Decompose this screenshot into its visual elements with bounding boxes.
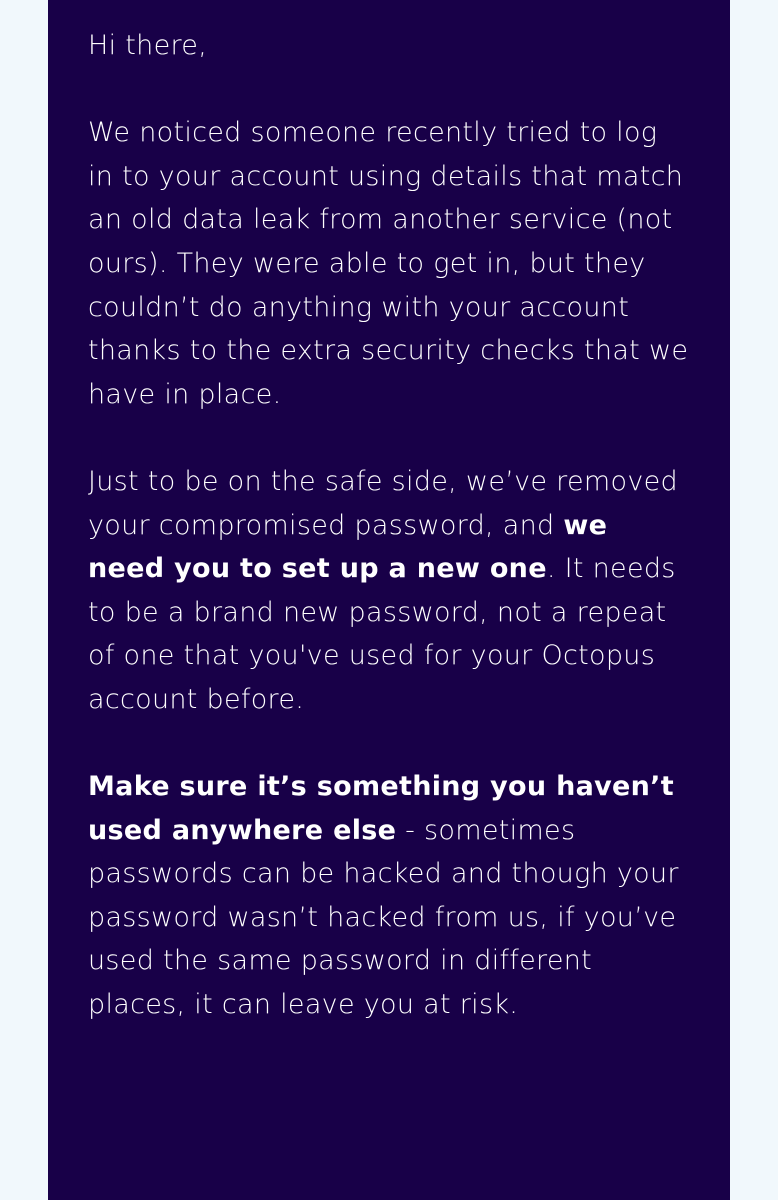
emphasis-new-password: we need you to set up a new one xyxy=(88,509,608,585)
paragraph-password-reset xyxy=(88,460,690,722)
paragraph-text: . It needs to be a brand new password, not a repeat of one that you've used for your Octopus account before. xyxy=(88,553,676,715)
emphasis-unique-password: Make sure it’s something you haven’t used anywhere else xyxy=(88,771,674,846)
paragraph-spacer xyxy=(88,722,690,766)
email-body xyxy=(48,0,730,1200)
paragraph-unique-password xyxy=(88,765,690,1027)
paragraph-spacer xyxy=(88,416,690,460)
paragraph-text: - sometimes passwords can be hacked and though your password wasn’t hacked from us, if you’ve used the same password in different places, it can leave you at risk. xyxy=(88,814,679,1021)
paragraph-login-notice: We noticed someone recently tried to log in to your account using details that match an old data leak from another service (not ours). They were able to get in, but they couldn’t do anything with your account thanks to the extra security checks that we have in place. xyxy=(88,117,689,410)
paragraph-spacer xyxy=(88,68,690,112)
paragraph-text: Just to be on the safe side, we’ve removed your compromised password, and xyxy=(88,465,678,541)
greeting: Hi there, xyxy=(88,30,208,61)
